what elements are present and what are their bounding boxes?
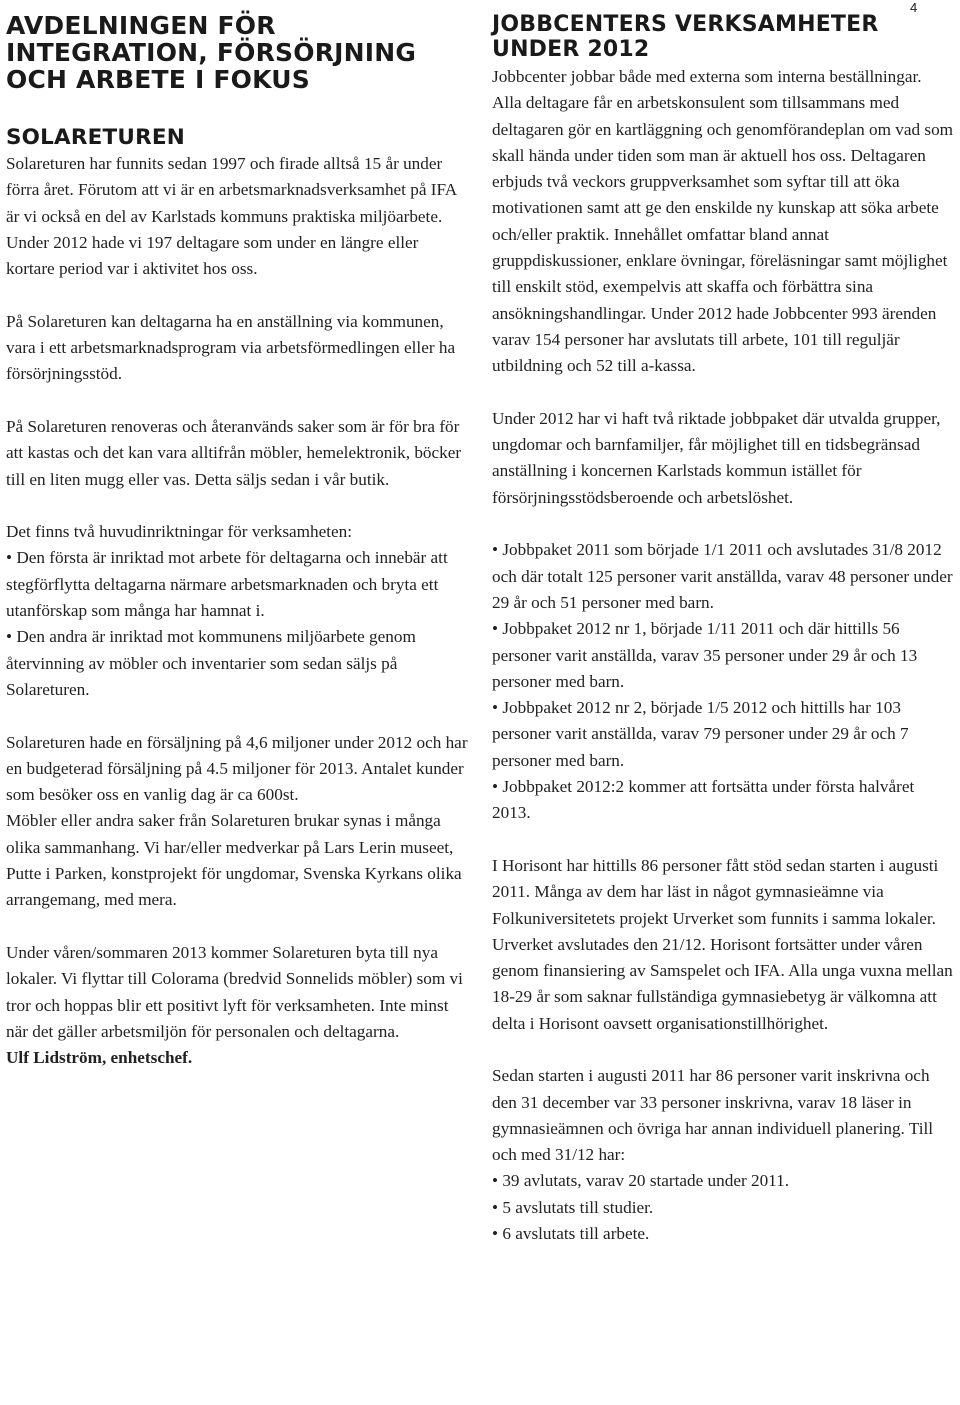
paragraph: På Solareturen kan deltagarna ha en anställning via kommunen, vara i ett arbetsmarknadsprogram via arbetsförmedlingen eller ha försörjningsstöd. <box>6 311 456 384</box>
paragraph: På Solareturen renoveras och återanvänds saker som är för bra för att kastas och det kan vara alltifrån möbler, hemelektronik, böcker till en liten mugg eller vas. Detta säljs sedan i vår butik. <box>6 416 462 489</box>
right-column <box>492 12 954 1247</box>
page-number: 4 <box>910 0 918 15</box>
section-heading-jobbcenter: JOBBCENTERS VERKSAMHETER UNDER 2012 <box>492 12 879 62</box>
paragraph: Det finns två huvudinriktningar för verksamheten: <box>6 522 353 542</box>
paragraph: Möbler eller andra saker från Solareturen brukar synas i många olika sammanhang. Vi har/eller medverkar på Lars Lerin museet, Putte i Parken, konstprojekt för ungdomar, Svenska Kyrkans olika arrangemang, med mera. <box>6 811 462 910</box>
paragraph: Solareturen hade en försäljning på 4,6 miljoner under 2012 och har en budgeterad försäljning på 4.5 miljoner för 2013. Antalet kunder som besöker oss en vanlig dag är ca 600st. <box>6 732 468 805</box>
bullet-item: • Jobbpaket 2012 nr 1, började 1/11 2011 och där hittills 56 personer varit anställda, varav 35 personer under 29 år och 13 personer med barn. <box>492 616 954 695</box>
paragraph: Sedan starten i augusti 2011 har 86 personer varit inskrivna och den 31 december var 33 personer inskrivna, varav 18 läser in gymnasieämnen och övriga har annan individuell planering. Till och med 31/12 har: <box>492 1066 934 1165</box>
bullet-item: • Jobbpaket 2012 nr 2, började 1/5 2012 och hittills har 103 personer varit anställda, varav 79 personer under 29 år och 7 personer med barn. <box>492 695 954 774</box>
paragraph: I Horisont har hittills 86 personer fått stöd sedan starten i augusti 2011. Många av dem har läst in något gymnasieämne via Folkuniversitetets projekt Urverket som funnits i samma lokaler. Urverket avslutades den 21/12. Horisont fortsätter under våren genom finansiering av Samspelet och IFA. Alla unga vuxna mellan 18-29 år som saknar fullständiga gymnasiebetyg är välkomna att delta i Horisont oavsett organisationstillhörighet. <box>492 855 953 1033</box>
document-title: AVDELNINGEN FÖR INTEGRATION, FÖRSÖRJNING OCH ARBETE I FOKUS <box>6 11 417 94</box>
bullet-item: • Jobbpaket 2011 som började 1/1 2011 och avslutades 31/8 2012 och där totalt 125 personer varit anställda, varav 48 personer under 29 år och 51 personer med barn. <box>492 537 954 616</box>
paragraph: Jobbcenter jobbar både med externa som interna beställningar. Alla deltagare får en arbetskonsulent som tillsammans med deltagaren gör en kartläggning och genomförandeplan om vad som skall hända under tiden som man är aktuell hos oss. Deltagaren erbjuds två veckors gruppverksamhet som syftar till att öka motivationen samt att ge den enskilde ny kunskap att söka arbete och/eller praktik. Innehållet omfattar bland annat gruppdiskussioner, enklare övningar, föreläsningar samt möjlighet till enskilt stöd, exempelvis att skaffa och förbättra sina ansökningshandlingar. Under 2012 hade Jobbcenter 993 ärenden varav 154 personer har avslutats till arbete, 101 till reguljär utbildning och 52 till a-kassa. <box>492 67 954 376</box>
left-column <box>6 12 468 1071</box>
bullet-item: • Jobbpaket 2012:2 kommer att fortsätta under första halvåret 2013. <box>492 774 954 827</box>
paragraph: Under våren/sommaren 2013 kommer Solareturen byta till nya lokaler. Vi flyttar till Colorama (bredvid Sonnelids möbler) som vi tror och hoppas blir ett positivt lyft för verksamheten. Inte minst när det gäller arbetsmiljön för personalen och deltagarna. <box>6 942 463 1041</box>
bullet-item: • 5 avslutats till studier. <box>492 1195 954 1221</box>
bullet-item: • 39 avlutats, varav 20 startade under 2011. <box>492 1168 954 1194</box>
signature: Ulf Lidström, enhetschef. <box>6 1048 193 1068</box>
section-heading-solareturen: SOLARETUREN <box>6 125 185 150</box>
bullet-item: • Den första är inriktad mot arbete för deltagarna och innebär att stegförflytta deltagarna närmare arbetsmarknaden och bryta ett utanförskap som många har hamnat i. <box>6 545 468 624</box>
bullet-item: • Den andra är inriktad mot kommunens miljöarbete genom återvinning av möbler och inventarier som sedan säljs på Solareturen. <box>6 624 468 703</box>
bullet-item: • 6 avslutats till arbete. <box>492 1221 954 1247</box>
paragraph: Solareturen har funnits sedan 1997 och firade alltså 15 år under förra året. Förutom att vi är en arbetsmarknadsverksamhet på IFA är vi också en del av Karlstads kommuns praktiska miljöarbete. Under 2012 hade vi 197 deltagare som under en längre eller kortare period var i aktivitet hos oss. <box>6 154 457 279</box>
paragraph: Under 2012 har vi haft två riktade jobbpaket där utvalda grupper, ungdomar och barnfamiljer, får möjlighet till en tidsbegränsad anställning i koncernen Karlstads kommun istället för försörjningsstödsberoende och arbetslöshet. <box>492 408 941 507</box>
